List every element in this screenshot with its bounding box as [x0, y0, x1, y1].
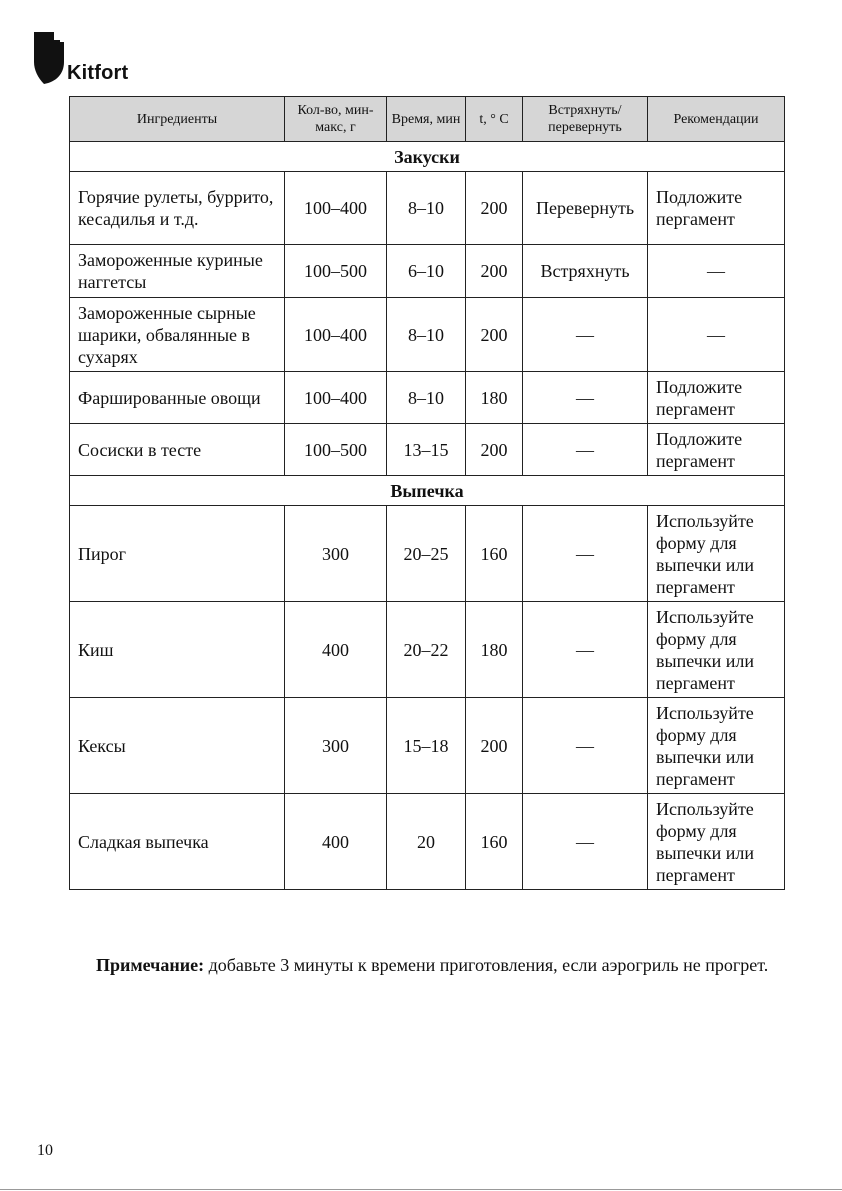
cell-recommendation: Используйте форму для выпечки или пергамент — [648, 506, 785, 602]
cell-action: Встряхнуть — [523, 245, 648, 298]
cell-time: 20 — [387, 794, 466, 890]
table-row — [70, 424, 785, 476]
cell-action: — — [523, 372, 648, 424]
cell-time: 6–10 — [387, 245, 466, 298]
header-shake-flip: Встряхнуть/ перевернуть — [523, 97, 648, 142]
cell-ingredient: Фаршированные овощи — [70, 372, 285, 424]
note-label: Примечание: — [96, 955, 205, 975]
cell-temperature: 180 — [466, 602, 523, 698]
cell-quantity: 400 — [285, 602, 387, 698]
cell-time: 20–22 — [387, 602, 466, 698]
section-title: Закуски — [70, 142, 785, 172]
cell-recommendation: — — [648, 298, 785, 372]
cell-quantity: 100–500 — [285, 424, 387, 476]
cooking-table — [69, 96, 785, 890]
logo-text: Kitfort — [67, 62, 129, 84]
cell-time: 15–18 — [387, 698, 466, 794]
cell-quantity: 400 — [285, 794, 387, 890]
cell-temperature: 200 — [466, 172, 523, 245]
cell-quantity: 300 — [285, 506, 387, 602]
cell-ingredient: Кексы — [70, 698, 285, 794]
cell-time: 8–10 — [387, 372, 466, 424]
cell-action: — — [523, 794, 648, 890]
cell-recommendation: Используйте форму для выпечки или пергамент — [648, 602, 785, 698]
header-ingredients: Ингредиенты — [70, 97, 285, 142]
cell-action: Перевернуть — [523, 172, 648, 245]
cell-action: — — [523, 602, 648, 698]
section-row — [70, 142, 785, 172]
cell-action: — — [523, 506, 648, 602]
cell-ingredient: Горячие рулеты, буррито, кесадилья и т.д. — [70, 172, 285, 245]
cell-recommendation: Используйте форму для выпечки или пергамент — [648, 794, 785, 890]
note-paragraph — [58, 953, 788, 977]
cell-temperature: 200 — [466, 298, 523, 372]
cell-ingredient: Киш — [70, 602, 285, 698]
cell-quantity: 300 — [285, 698, 387, 794]
cell-quantity: 100–400 — [285, 372, 387, 424]
header-temperature: t, ° C — [466, 97, 523, 142]
cell-time: 20–25 — [387, 506, 466, 602]
cell-ingredient: Пирог — [70, 506, 285, 602]
cell-temperature: 200 — [466, 698, 523, 794]
cell-temperature: 200 — [466, 245, 523, 298]
cell-time: 8–10 — [387, 298, 466, 372]
cell-temperature: 180 — [466, 372, 523, 424]
cell-action: — — [523, 298, 648, 372]
table-row — [70, 372, 785, 424]
cell-ingredient: Замороженные сырные шарики, обвалянные в сухарях — [70, 298, 285, 372]
table-row — [70, 506, 785, 602]
header-quantity: Кол-во, мин-макс, г — [285, 97, 387, 142]
cell-quantity: 100–400 — [285, 172, 387, 245]
cell-recommendation: Подложите пергамент — [648, 424, 785, 476]
cell-time: 13–15 — [387, 424, 466, 476]
header-recommendations: Рекомендации — [648, 97, 785, 142]
table-row — [70, 794, 785, 890]
cell-quantity: 100–500 — [285, 245, 387, 298]
cell-recommendation: Подложите пергамент — [648, 372, 785, 424]
cell-recommendation: Используйте форму для выпечки или пергамент — [648, 698, 785, 794]
cell-action: — — [523, 698, 648, 794]
bottom-divider — [0, 1189, 842, 1190]
table-row — [70, 245, 785, 298]
note-text: добавьте 3 минуты к времени приготовления, если аэрогриль не прогрет. — [204, 955, 769, 975]
kitfort-logo-mark-icon — [34, 32, 66, 84]
cell-recommendation: — — [648, 245, 785, 298]
section-row — [70, 476, 785, 506]
cell-quantity: 100–400 — [285, 298, 387, 372]
table-row — [70, 172, 785, 245]
cell-temperature: 160 — [466, 794, 523, 890]
cell-ingredient: Сладкая выпечка — [70, 794, 285, 890]
cell-temperature: 200 — [466, 424, 523, 476]
cell-action: — — [523, 424, 648, 476]
table-header — [70, 97, 785, 142]
cell-recommendation: Подложите пергамент — [648, 172, 785, 245]
table-row — [70, 698, 785, 794]
header-time: Время, мин — [387, 97, 466, 142]
cell-temperature: 160 — [466, 506, 523, 602]
table-row — [70, 298, 785, 372]
cell-time: 8–10 — [387, 172, 466, 245]
page-number: 10 — [37, 1142, 53, 1159]
cell-ingredient: Сосиски в тесте — [70, 424, 285, 476]
table-row — [70, 602, 785, 698]
section-title: Выпечка — [70, 476, 785, 506]
cell-ingredient: Замороженные куриные наггетсы — [70, 245, 285, 298]
